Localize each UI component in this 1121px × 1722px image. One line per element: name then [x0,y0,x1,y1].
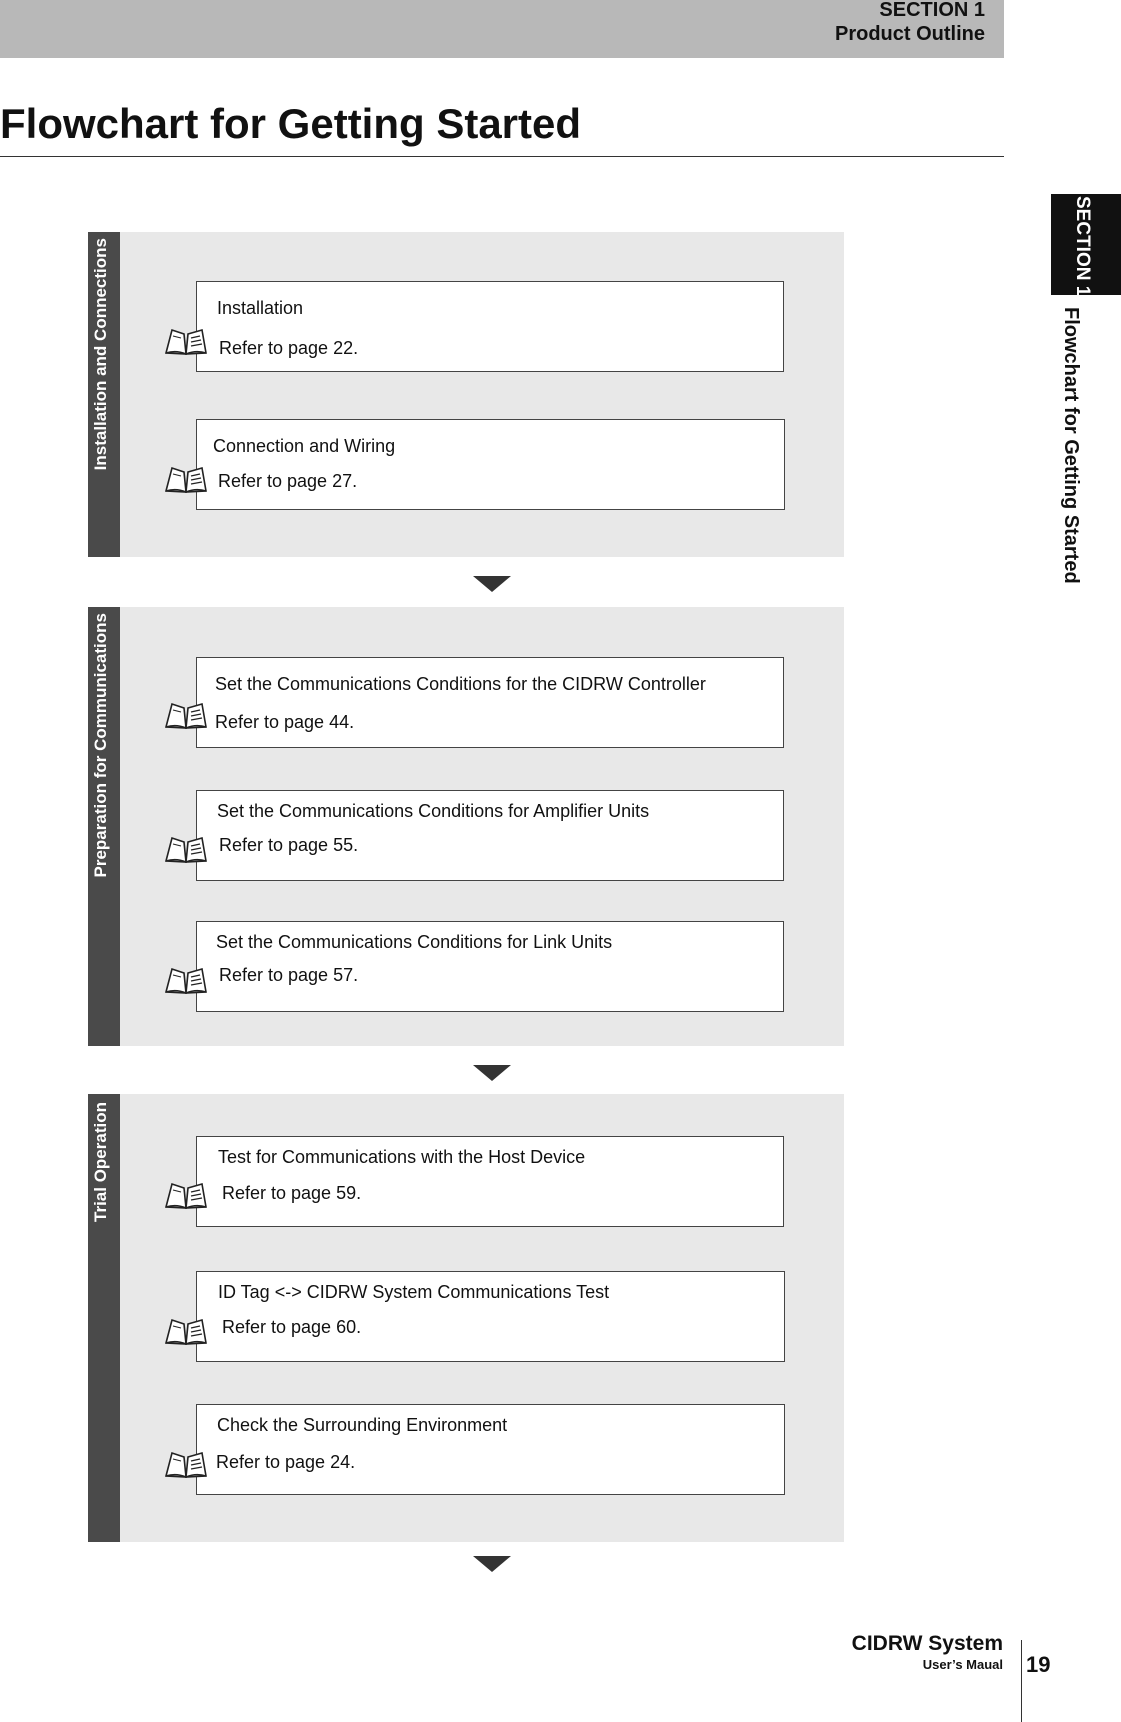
side-tab-label: SECTION 1 [1072,196,1093,297]
side-tab-title: Flowchart for Getting Started [1060,307,1082,584]
stage-band [88,232,120,557]
header-section: SECTION 1 [879,0,985,21]
down-triangle-icon [473,1065,511,1081]
book-icon [164,326,208,356]
step-link-unit-conditions [196,921,784,1012]
stage-label: Trial Operation [91,1102,110,1222]
stage-label: Preparation for Communications [91,613,110,878]
header-subtitle: Product Outline [835,23,985,45]
step-page-reference: Refer to page 44. [215,712,355,732]
footer-divider [1021,1640,1022,1722]
step-id-tag-test [196,1271,785,1362]
header-bar [0,0,1004,58]
stage-label: Installation and Connections [91,238,110,471]
step-page-reference: Refer to page 60. [222,1317,362,1337]
step-title: Set the Communications Conditions for Amplifier Units [217,801,650,821]
step-title: Set the Communications Conditions for the CIDRW Controller [215,674,706,694]
step-title: Test for Communications with the Host Device [218,1147,586,1167]
step-page-reference: Refer to page 22. [219,338,359,358]
step-amplifier-unit-conditions [196,790,784,881]
step-page-reference: Refer to page 57. [219,965,359,985]
book-icon [164,965,208,995]
step-title: Installation [217,298,304,318]
step-title: Set the Communications Conditions for Link Units [216,932,613,952]
step-page-reference: Refer to page 24. [216,1452,356,1472]
step-title: Connection and Wiring [213,436,396,456]
step-connection-wiring [196,419,785,510]
title-divider [0,156,1004,157]
footer-brand: CIDRW System [851,1632,1003,1655]
step-page-reference: Refer to page 59. [222,1183,362,1203]
book-icon [164,834,208,864]
step-page-reference: Refer to page 27. [218,471,358,491]
book-icon [164,1316,208,1346]
step-cidrw-controller-conditions [196,657,784,748]
stage-band [88,1094,120,1542]
step-installation [196,281,784,372]
page-title: Flowchart for Getting Started [0,100,582,147]
down-triangle-icon [473,1556,511,1572]
book-icon [164,700,208,730]
book-icon [164,464,208,494]
step-title: ID Tag <-> CIDRW System Communications Test [218,1282,610,1302]
step-host-device-test [196,1136,784,1227]
step-surrounding-environment [196,1404,785,1495]
footer-subtitle: User’s Maual [922,1657,1003,1672]
step-title: Check the Surrounding Environment [217,1415,508,1435]
down-triangle-icon [473,576,511,592]
book-icon [164,1180,208,1210]
page-number: 19 [1026,1652,1051,1677]
book-icon [164,1449,208,1479]
stage-band [88,607,120,1046]
step-page-reference: Refer to page 55. [219,835,359,855]
